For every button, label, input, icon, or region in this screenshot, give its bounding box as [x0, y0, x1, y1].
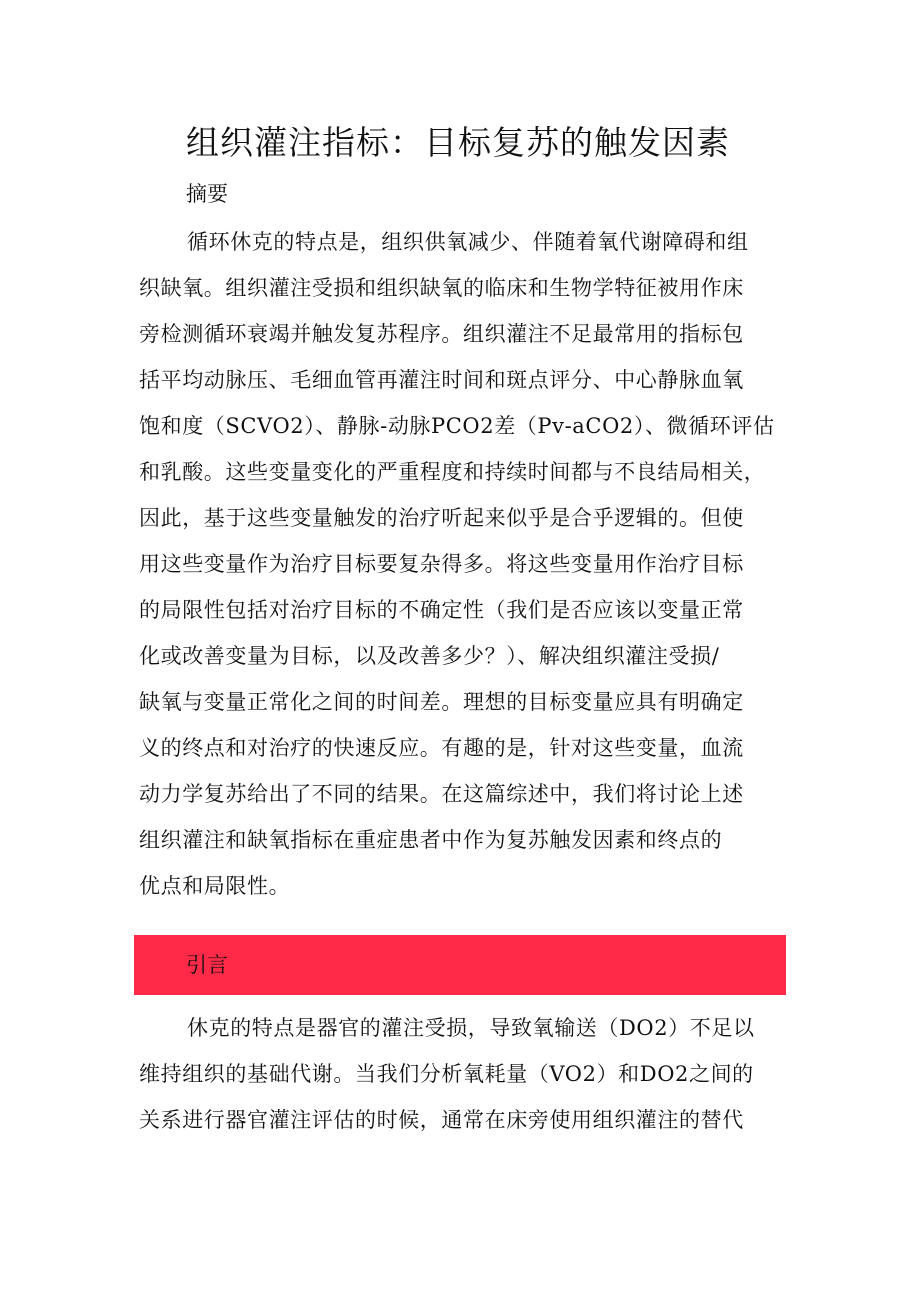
paragraph-line: 关系进行器官灌注评估的时候，通常在床旁使用组织灌注的替代: [139, 1108, 744, 1132]
paragraph-line: 组织灌注和缺氧指标在重症患者中作为复苏触发因素和终点的: [139, 828, 723, 852]
abstract-paragraph: [139, 219, 784, 909]
paragraph-line: 括平均动脉压、毛细血管再灌注时间和斑点评分、中心静脉血氧: [139, 368, 744, 392]
paragraph-line: 缺氧与变量正常化之间的时间差。理想的目标变量应具有明确定: [139, 690, 744, 714]
introduction-paragraph: [139, 1005, 784, 1143]
abstract-heading: 摘要: [186, 182, 228, 206]
paragraph-line: 义的终点和对治疗的快速反应。有趣的是，针对这些变量，血流: [139, 736, 744, 760]
introduction-heading-band: [134, 935, 786, 995]
paragraph-line: 和乳酸。这些变量变化的严重程度和持续时间都与不良结局相关，: [139, 460, 766, 484]
paragraph-line: 休克的特点是器官的灌注受损，导致氧输送（DO2）不足以: [187, 1016, 755, 1040]
paragraph-line: 维持组织的基础代谢。当我们分析氧耗量（VO2）和DO2之间的: [139, 1062, 754, 1086]
paragraph-line: 用这些变量作为治疗目标要复杂得多。将这些变量用作治疗目标: [139, 552, 744, 576]
paragraph-line: 化或改善变量为目标，以及改善多少？）、解决组织灌注受损/: [139, 644, 720, 668]
paragraph-line: 循环休克的特点是，组织供氧减少、伴随着氧代谢障碍和组: [187, 230, 749, 254]
paragraph-line: 饱和度（SCVO2）、静脉-动脉PCO2差（Pv-aCO2）、微循环评估: [139, 414, 775, 438]
paragraph-line: 织缺氧。组织灌注受损和组织缺氧的临床和生物学特征被用作床: [139, 276, 744, 300]
paragraph-line: 因此，基于这些变量触发的治疗听起来似乎是合乎逻辑的。但使: [139, 506, 744, 530]
document-title: 组织灌注指标：目标复苏的触发因素: [186, 123, 730, 162]
paragraph-line: 动力学复苏给出了不同的结果。在这篇综述中，我们将讨论上述: [139, 782, 744, 806]
paragraph-line: 的局限性包括对治疗目标的不确定性（我们是否应该以变量正常: [139, 598, 744, 622]
introduction-heading: 引言: [186, 953, 228, 977]
paragraph-line: 优点和局限性。: [139, 874, 291, 898]
paragraph-line: 旁检测循环衰竭并触发复苏程序。组织灌注不足最常用的指标包: [139, 322, 744, 346]
